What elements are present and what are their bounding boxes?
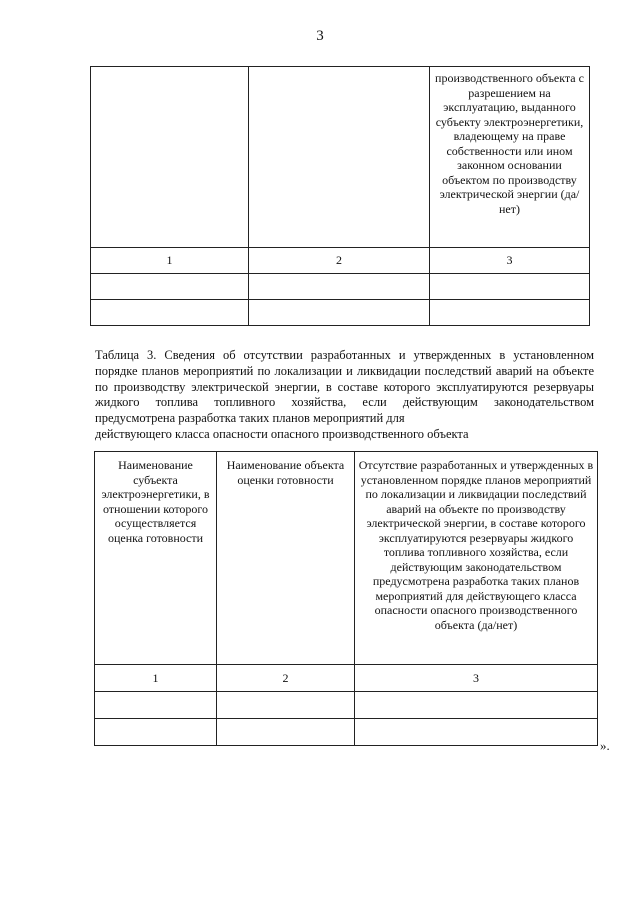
column-number-3: 3 bbox=[430, 248, 590, 274]
table-bottom bbox=[94, 451, 598, 746]
table-row bbox=[95, 692, 598, 719]
column-number-3: 3 bbox=[355, 665, 598, 692]
header-cell-3: производственного объекта с разрешением на эксплуатацию, выданного субъекту электроэнергетики, владеющему на праве собственности или ином законном основании объектом по производству электрической энергии (да/нет) bbox=[430, 67, 590, 248]
table-cell bbox=[249, 274, 430, 300]
table-cell bbox=[95, 692, 217, 719]
table-cell bbox=[91, 274, 249, 300]
closing-mark: ». bbox=[600, 738, 610, 753]
table-cell bbox=[430, 274, 590, 300]
table-row bbox=[91, 67, 590, 248]
table-cell bbox=[249, 300, 430, 326]
header-cell-2: Наименование объекта оценки готовности bbox=[217, 452, 355, 665]
table-caption bbox=[95, 348, 594, 443]
column-number-1: 1 bbox=[95, 665, 217, 692]
table-top bbox=[90, 66, 590, 326]
table-row bbox=[95, 719, 598, 746]
table-row bbox=[95, 452, 598, 665]
table-cell bbox=[355, 719, 598, 746]
table-row bbox=[91, 300, 590, 326]
caption-last-line: действующего класса опасности опасного производственного объекта bbox=[95, 426, 469, 441]
column-number-1: 1 bbox=[91, 248, 249, 274]
table-cell bbox=[217, 692, 355, 719]
table-cell bbox=[430, 300, 590, 326]
table-cell bbox=[355, 692, 598, 719]
column-number-2: 2 bbox=[217, 665, 355, 692]
table-row bbox=[91, 248, 590, 274]
header-cell-1: Наименование субъекта электроэнергетики, в отношении которого осуществляется оценка готовности bbox=[95, 452, 217, 665]
table-cell bbox=[95, 719, 217, 746]
header-cell-3: Отсутствие разработанных и утвержденных в установленном порядке планов мероприятий по локализации и ликвидации последствий аварий на объекте по производству электрической энергии, в составе которого эксплуатируются резервуары жидкого топлива топливного хозяйства, если действующим законодательством предусмотрена разработка таких планов мероприятий для действующего класса опасности опасного производственного объекта (да/нет) bbox=[355, 452, 598, 665]
table-cell bbox=[217, 719, 355, 746]
table-cell bbox=[249, 67, 430, 248]
table-row bbox=[95, 665, 598, 692]
table-cell bbox=[91, 67, 249, 248]
caption-text: Таблица 3. Сведения об отсутствии разработанных и утвержденных в установленном порядке планов мероприятий по локализации и ликвидации последствий аварий на объекте по производству электрической энергии, в составе которого эксплуатируются резервуары жидкого топлива топливного хозяйства, если действующим законодательством предусмотрена разработка таких планов мероприятий для bbox=[95, 348, 594, 426]
page-number: 3 bbox=[316, 28, 324, 44]
table-row bbox=[91, 274, 590, 300]
column-number-2: 2 bbox=[249, 248, 430, 274]
table-cell bbox=[91, 300, 249, 326]
